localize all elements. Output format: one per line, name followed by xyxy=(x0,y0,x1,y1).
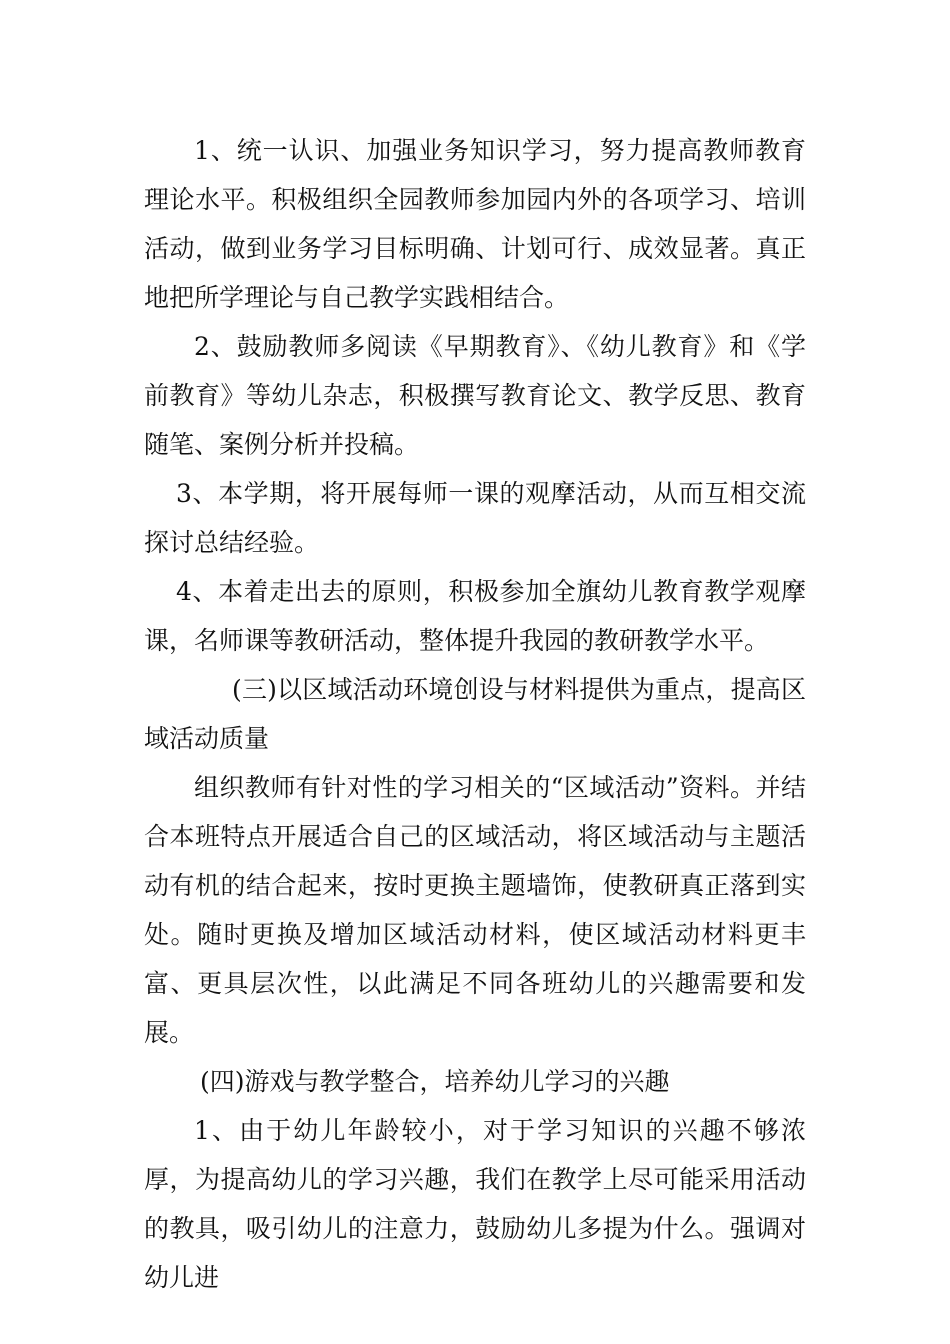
section-heading-4: (四)游戏与教学整合，培养幼儿学习的兴趣 xyxy=(200,1067,670,1096)
section-heading-3: (三)以区域活动环境创设与材料提供为重点，提高区域活动质量 xyxy=(144,675,806,753)
paragraph-item-3: 3、本学期，将开展每师一课的观摩活动，从而互相交流探讨总结经验。 xyxy=(144,479,806,557)
document-body xyxy=(144,126,806,1302)
paragraph-game-teaching: 1、由于幼儿年龄较小，对于学习知识的兴趣不够浓厚，为提高幼儿的学习兴趣，我们在教学上尽可能采用活动的教具，吸引幼儿的注意力，鼓励幼儿多提为什么。强调对幼儿进 xyxy=(144,1116,806,1292)
paragraph-item-2: 2、鼓励教师多阅读《早期教育》、《幼儿教育》和《学前教育》等幼儿杂志，积极撰写教育论文、教学反思、教育随笔、案例分析并投稿。 xyxy=(144,332,806,459)
paragraph-item-1: 1、统一认识、加强业务知识学习，努力提高教师教育理论水平。积极组织全园教师参加园内外的各项学习、培训活动，做到业务学习目标明确、计划可行、成效显著。真正地把所学理论与自己教学实践相结合。 xyxy=(144,136,806,312)
paragraph-region-activity: 组织教师有针对性的学习相关的“区域活动”资料。并结合本班特点开展适合自己的区域活动，将区域活动与主题活动有机的结合起来，按时更换主题墙饰，使教研真正落到实处。随时更换及增加区域活动材料，使区域活动材料更丰富、更具层次性，以此满足不同各班幼儿的兴趣需要和发展。 xyxy=(144,773,806,1047)
paragraph-item-4: 4、本着走出去的原则，积极参加全旗幼儿教育教学观摩课，名师课等教研活动，整体提升我园的教研教学水平。 xyxy=(144,577,806,655)
